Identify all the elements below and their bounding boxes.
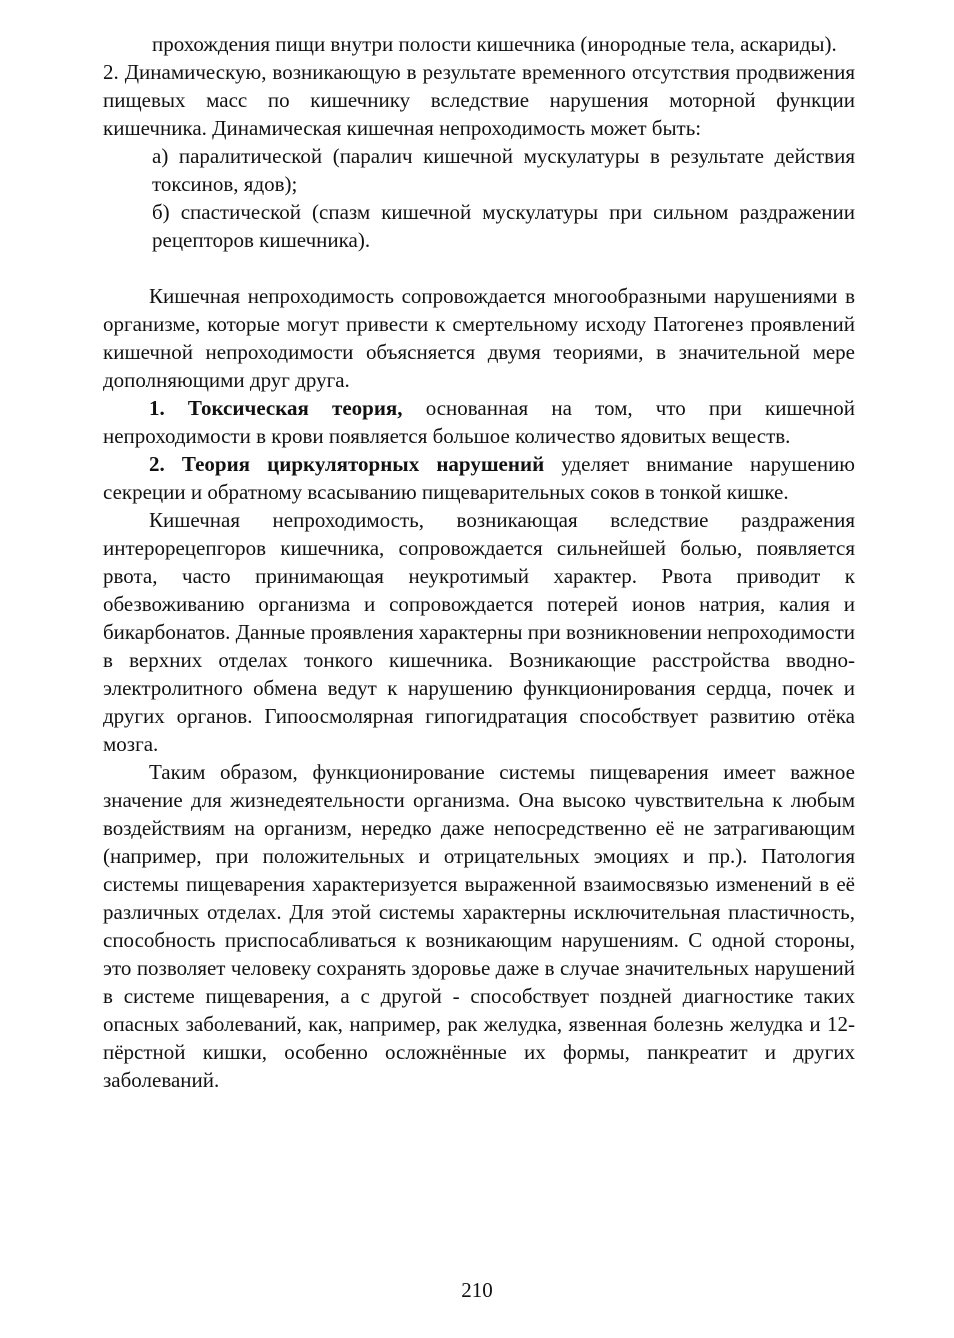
circulatory-theory-text: уделяет внимание нарушению секреции и обратному всасыванию пищеварительных соков в тонкой кишке. — [103, 452, 855, 504]
body-text — [103, 30, 855, 1094]
paragraph-toxic-theory — [103, 394, 855, 450]
list-subitem-a: а) паралитической (паралич кишечной мускулатуры в результате действия токсинов, ядов); — [152, 144, 855, 196]
paragraph-symptoms: Кишечная непроходимость, возникающая вследствие раздражения интерорецепгоров кишечника, сопровождается сильнейшей болью, появляется рвота, часто принимающая неукротимый характер. Рвота приводит к обезвоживанию организма и сопровождается потерей ионов натрия, калия и бикарбонатов. Данные проявления характерны при возникновении непроходимости в верхних отделах тонкого кишечника. Возникающие расстройства вводно-электролитного обмена ведут к нарушению функционирования сердца, почек и других органов. Гипоосмолярная гипогидратация способствует развитию отёка мозга. — [103, 508, 855, 756]
paragraph-conclusion: Таким образом, функционирование системы пищеварения имеет важное значение для жизнедеятельности организма. Она высоко чувствительна к любым воздействиям на организм, нередко даже непосредственно её не затрагивающим (например, при положительных и отрицательных эмоциях и пр.). Патология системы пищеварения характеризуется выраженной взаимосвязью изменений в её различных отделах. Для этой системы характерны исключительная пластичность, способность приспосабливаться к возникающим нарушениям. С одной стороны, это позволяет человеку сохранять здоровье даже в случае значительных нарушений в системе пищеварения, а с другой - способствует поздней диагностике таких опасных заболеваний, как, например, рак желудка, язвенная болезнь желудка и 12-пёрстной кишки, особенно осложнённые их формы, панкреатит и других заболеваний. — [103, 760, 855, 1092]
spacer — [103, 254, 855, 282]
circulatory-theory-title: 2. Теория циркуляторных нарушений — [149, 452, 545, 476]
list-item-continuation: прохождения пищи внутри полости кишечника (инородные тела, аскариды). — [152, 32, 837, 56]
toxic-theory-title: 1. Токсическая теория, — [149, 396, 403, 420]
paragraph-pathogenesis: Кишечная непроходимость сопровождается многообразными нарушениями в организме, которые могут привести к смертельному исходу Патогенез проявлений кишечной непроходимости объясняется двумя теориями, в значительной мере дополняющими друг друга. — [103, 284, 855, 392]
paragraph-circulatory-theory — [103, 450, 855, 506]
list-item-2: 2. Динамическую, возникающую в результате временного отсутствия продвижения пищевых масс по кишечнику вследствие нарушения моторной функции кишечника. Динамическая кишечная непроходимость может быть: — [103, 60, 855, 140]
page-number: 210 — [461, 1278, 493, 1302]
list-subitem-b: б) спастической (спазм кишечной мускулатуры при сильном раздражении рецепторов кишечника). — [152, 200, 855, 252]
toxic-theory-text: основанная на том, что при кишечной непроходимости в крови появляется большое количество ядовитых веществ. — [103, 396, 855, 448]
